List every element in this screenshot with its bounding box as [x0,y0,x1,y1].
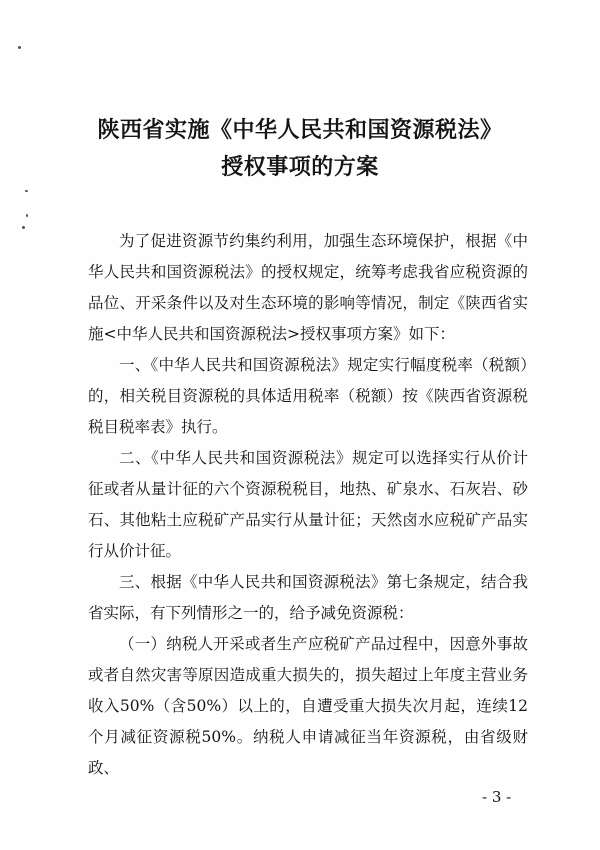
paragraph-intro: 为了促进资源节约集约利用，加强生态环境保护，根据《中华人民共和国资源税法》的授权规定，统筹考虑我省应税资源的品位、开采条件以及对生态环境的影响等情况，制定《陕西省实施<中华人民共和国资源税法>授权事项方案》如下： [88,232,528,343]
paragraph-item-2: 二、《中华人民共和国资源税法》规定可以选择实行从价计征或者从量计征的六个资源税税目，地热、矿泉水、石灰岩、砂石、其他粘土应税矿产品实行从量计征；天然卤水应税矿产品实行从价计征。 [88,449,528,560]
page-number: - 3 - [482,788,512,806]
paragraph-subitem-1: （一）纳税人开采或者生产应税矿产品过程中，因意外事故或者自然灾害等原因造成重大损失的，损失超过上年度主营业务收入50%（含50%）以上的，自遭受重大损失次月起，连续12个月减征资源税50%。纳税人申请减征当年资源税，由省级财政、 [88,635,528,777]
scan-speck [18,46,21,49]
document-title-line-2: 授权事项的方案 [221,155,379,180]
paragraph-item-1: 一、《中华人民共和国资源税法》规定实行幅度税率（税额）的，相关税目资源税的具体适用税率（税额）按《陕西省资源税税目税率表》执行。 [88,356,528,436]
document-body [88,226,528,784]
document-title-line-1: 陕西省实施《中华人民共和国资源税法》 [97,118,503,143]
scan-speck [22,226,25,229]
paragraph-item-3: 三、根据《中华人民共和国资源税法》第七条规定，结合我省实际，有下列情形之一的，给予减免资源税： [88,573,528,622]
scan-speck [25,190,28,192]
scan-speck [26,214,28,217]
